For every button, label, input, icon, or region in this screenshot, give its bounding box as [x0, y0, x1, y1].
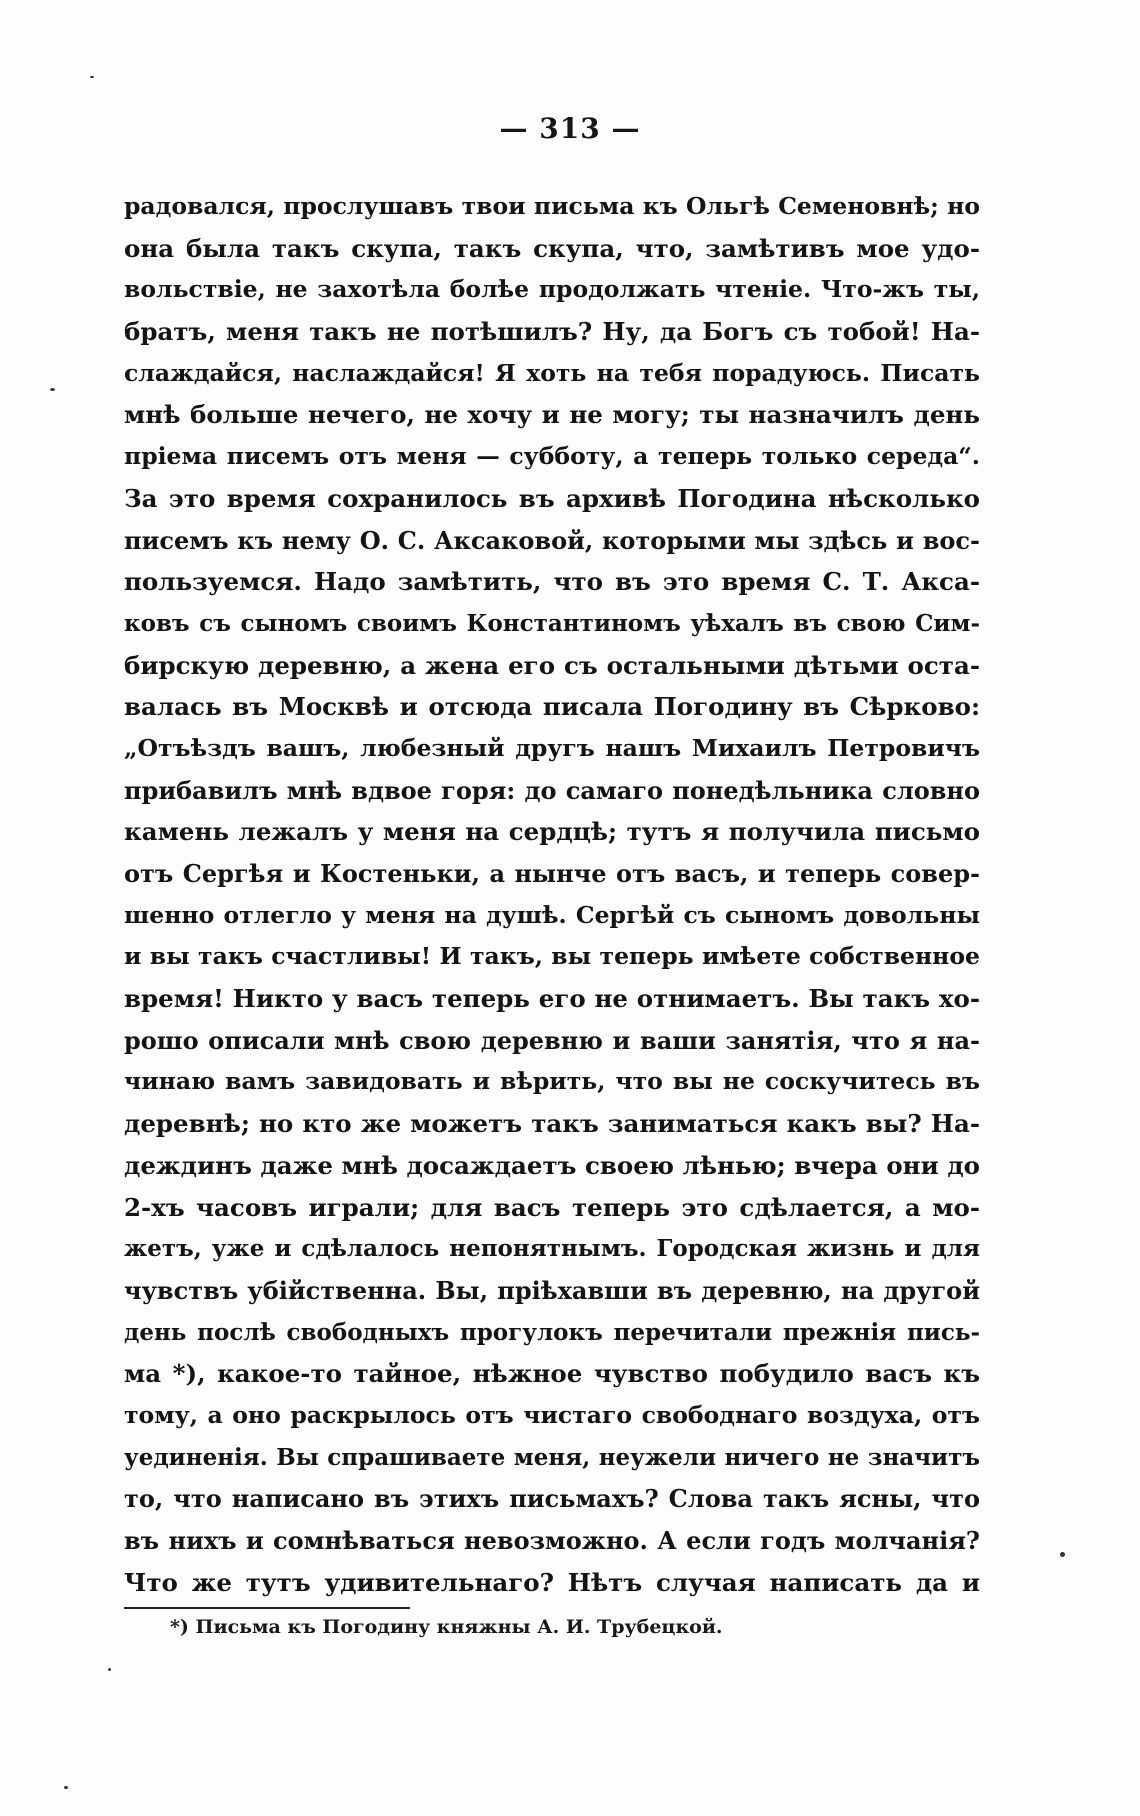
text-line: она была такъ скупа, такъ скупа, что, замѣтивъ мое удо-	[124, 233, 980, 263]
text-line: За это время сохранилось въ архивѣ Погодина нѣсколько	[124, 483, 980, 513]
page-number: — 313 —	[499, 112, 641, 145]
text-line: ма *), какое-то тайное, нѣжное чувство побудило васъ къ	[124, 1359, 980, 1389]
text-line: уединенія. Вы спрашиваете меня, неужели ничего не значитъ	[124, 1443, 980, 1471]
text-line: то, что написано въ этихъ письмахъ? Слова такъ ясны, что	[124, 1484, 980, 1514]
text-line: Что же тутъ удивительнаго? Нѣтъ случая написать да и	[124, 1567, 980, 1597]
text-line: шенно отлегло у меня на душѣ. Сергѣй съ сыномъ довольны	[124, 900, 980, 929]
text-line: чинаю вамъ завидовать и вѣрить, что вы не соскучитесь въ	[124, 1067, 980, 1096]
text-line: слаждайся, наслаждайся! Я хоть на тебя порадуюсь. Писать	[124, 358, 980, 387]
text-line: въ нихъ и сомнѣваться невозможно. А если годъ молчанія?	[124, 1526, 980, 1555]
text-line: рошо описали мнѣ свою деревню и ваши занятія, что я на-	[124, 1025, 980, 1055]
print-speck	[64, 1786, 68, 1789]
print-speck	[90, 76, 94, 78]
text-line: валась въ Москвѣ и отсюда писала Погодину въ Сѣрково:	[124, 692, 980, 722]
text-line: братъ, меня такъ не потѣшилъ? Ну, да Богъ съ тобой! На-	[124, 317, 980, 347]
text-line: жетъ, уже и сдѣлалось непонятнымъ. Городская жизнь и для	[124, 1235, 980, 1263]
text-line: 2-хъ часовъ играли; для васъ теперь это сдѣлается, а мо-	[124, 1192, 980, 1222]
footnote: *) Письма къ Погодину княжны А. И. Трубецкой.	[170, 1616, 723, 1638]
text-line: камень лежалъ у меня на сердцѣ; тутъ я получила письмо	[124, 817, 980, 847]
footnote-rule	[124, 1607, 410, 1609]
text-line: писемъ къ нему О. С. Аксаковой, которыми мы здѣсь и вос-	[124, 525, 980, 555]
text-line: пользуемся. Надо замѣтить, что въ это время С. Т. Акса-	[124, 567, 980, 597]
text-line: и вы такъ счастливы! И такъ, вы теперь имѣете собственное	[124, 942, 980, 971]
text-line: деждинъ даже мнѣ досаждаетъ своею лѣнью; вчера они до	[124, 1150, 980, 1180]
text-line: „Отъѣздъ вашъ, любезный другъ нашъ Михаилъ Петровичъ	[124, 733, 980, 762]
text-line: пріема писемъ отъ меня — субботу, а теперь только середа“.	[124, 442, 980, 471]
print-speck	[108, 1668, 111, 1671]
text-line: тому, а оно раскрылось отъ чистаго свободнаго воздуха, отъ	[124, 1400, 980, 1429]
text-line: день послѣ свободныхъ прогулокъ перечитали прежнія пись-	[124, 1318, 980, 1346]
text-line: деревнѣ; но кто же можетъ такъ заниматься какъ вы? На-	[124, 1109, 980, 1139]
text-line: бирскую деревню, а жена его съ остальными дѣтьми оста-	[124, 650, 980, 680]
text-line: вольствіе, не захотѣла болѣе продолжать чтеніе. Что-жъ ты,	[124, 275, 980, 304]
print-speck	[1060, 1552, 1065, 1557]
text-line: радовался, прослушавъ твои письма къ Ольгѣ Семеновнѣ; но	[124, 192, 980, 220]
text-line: время! Никто у васъ теперь его не отнимаетъ. Вы такъ хо-	[124, 984, 980, 1014]
text-line: отъ Сергѣя и Костеньки, а нынче отъ васъ, и теперь совер-	[124, 859, 980, 888]
text-line: чувствъ убійственна. Вы, пріѣхавши въ деревню, на другой	[124, 1275, 980, 1305]
body-text	[124, 186, 980, 1603]
print-speck	[50, 388, 55, 391]
text-line: прибавилъ мнѣ вдвое горя: до самаго понедѣльника словно	[124, 775, 980, 805]
text-line: мнѣ больше нечего, не хочу и не могу; ты назначилъ день	[124, 400, 980, 430]
text-line: ковъ съ сыномъ своимъ Константиномъ уѣхалъ въ свою Сим-	[124, 609, 980, 637]
